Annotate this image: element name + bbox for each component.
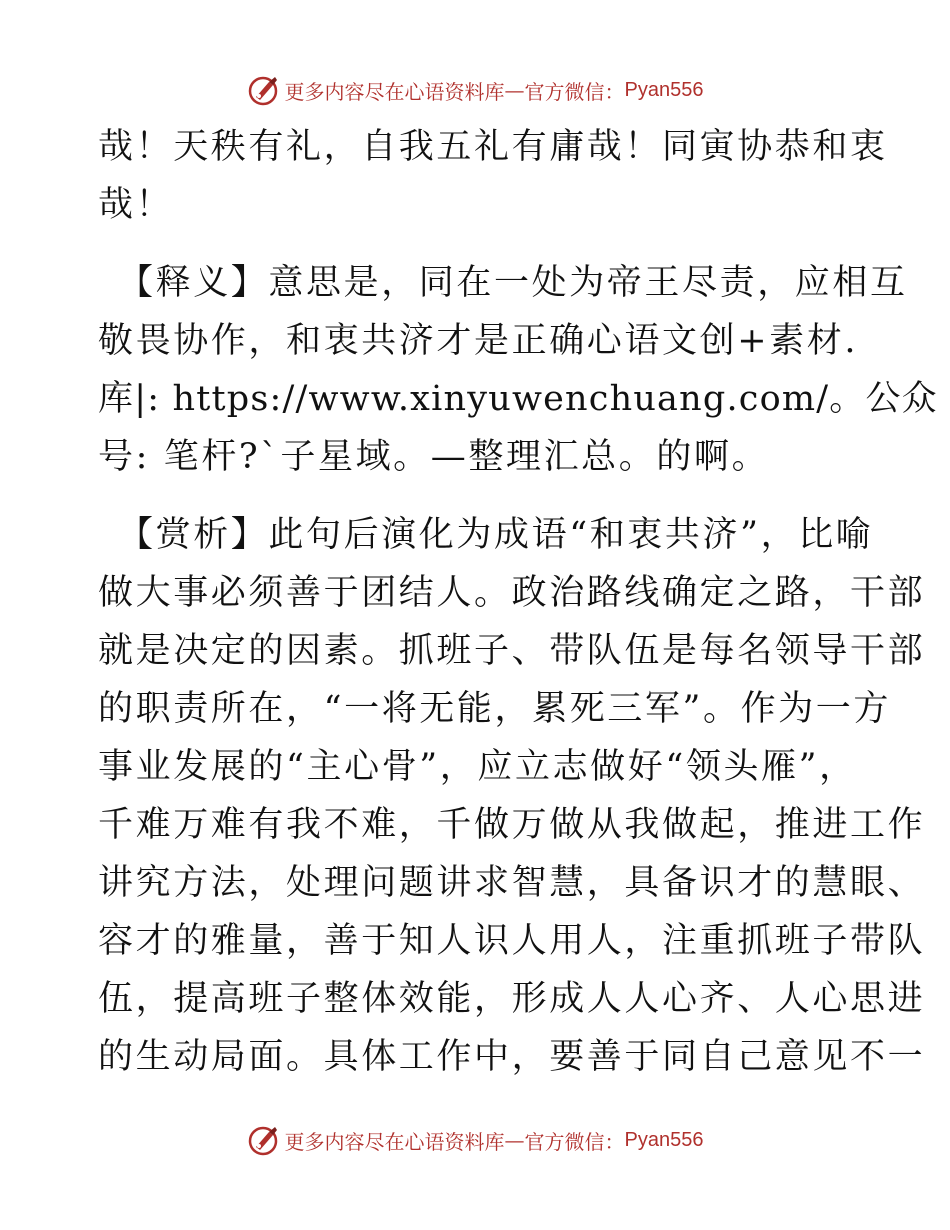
footer-wechat-id: Pyan556 xyxy=(624,1128,704,1151)
text-line: 的职责所在，“一将无能，累死三军”。作为一方 xyxy=(98,689,891,729)
header-banner-separator: — xyxy=(504,78,525,102)
text-line: 库|: https://www.xinyuwenchuang.com/。公众 xyxy=(98,379,938,419)
text-line: 千难万难有我不难，千做万做从我做起，推进工作 xyxy=(98,805,926,845)
header-wechat-id: Pyan556 xyxy=(624,78,704,101)
document-body xyxy=(98,118,938,1086)
text-line: 讲究方法，处理问题讲求智慧，具备识才的慧眼、 xyxy=(98,863,926,903)
text-line: 【赏析】此句后演化为成语“和衷共济”，比喻 xyxy=(118,515,874,555)
text-line: 做大事必须善于团结人。政治路线确定之路，干部 xyxy=(98,573,926,613)
footer-banner-text: 更多内容尽在心语资料库 xyxy=(284,1129,505,1154)
text-line: 号: 笔杆?`子星域。—整理汇总。的啊。 xyxy=(98,437,770,477)
text-line: 事业发展的“主心骨”，应立志做好“领头雁”， xyxy=(98,747,857,787)
paragraph-2 xyxy=(98,254,938,486)
text-line: 敬畏协作，和衷共济才是正确心语文创+素材. xyxy=(98,321,859,361)
text-line: 哉！ xyxy=(98,185,174,225)
footer-banner xyxy=(0,1120,950,1160)
header-wechat-label: 官方微信： xyxy=(524,79,625,104)
text-line: 就是决定的因素。抓班子、带队伍是每名领导干部 xyxy=(98,631,926,671)
text-line: 的生动局面。具体工作中，要善于同自己意见不一 xyxy=(98,1037,926,1077)
text-line: 容才的雅量，善于知人识人用人，注重抓班子带队 xyxy=(98,921,926,961)
text-line: 伍，提高班子整体效能，形成人人心齐、人心思进 xyxy=(98,979,926,1019)
paragraph-3 xyxy=(98,506,926,1086)
text-line: 哉！天秩有礼，自我五礼有庸哉！同寅协恭和衷 xyxy=(98,127,888,167)
footer-banner-separator: — xyxy=(504,1128,525,1152)
header-banner-text: 更多内容尽在心语资料库 xyxy=(284,79,505,104)
header-banner xyxy=(0,70,950,110)
footer-wechat-label: 官方微信： xyxy=(524,1129,625,1154)
paragraph-1 xyxy=(98,118,888,234)
pen-nib-circle-icon xyxy=(247,73,281,107)
pen-nib-circle-icon xyxy=(247,1123,281,1157)
text-line: 【释义】意思是，同在一处为帝王尽责，应相互 xyxy=(118,263,908,303)
